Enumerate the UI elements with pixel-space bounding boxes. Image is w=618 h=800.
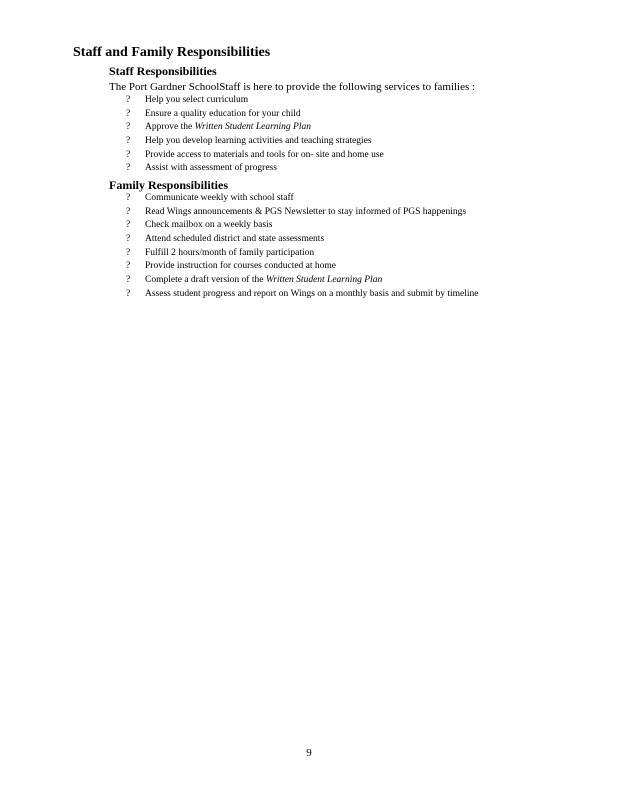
list-item-label: Provide instruction for courses conducted at home bbox=[145, 261, 337, 272]
list-item-text bbox=[145, 108, 301, 122]
list-item-label: Complete a draft version of the bbox=[145, 275, 266, 286]
bullet-marker-icon: ? bbox=[126, 108, 131, 119]
list-item-label: Help you develop learning activities and teaching strategies bbox=[145, 136, 372, 147]
list-item-label: Read Wings announcements & PGS Newsletter to stay informed of PGS happenings bbox=[145, 206, 467, 217]
page-title: Staff and Family Responsibilities bbox=[73, 45, 271, 60]
bullet-marker-icon: ? bbox=[126, 193, 131, 203]
list-item-label: Attend scheduled district and state assessments bbox=[145, 234, 325, 245]
list-item-emphasis: Written Student Learning Plan bbox=[194, 122, 311, 133]
list-item-label: Approve the bbox=[145, 122, 195, 133]
bullet-marker-icon: ? bbox=[126, 247, 131, 258]
list-item-text bbox=[145, 192, 294, 206]
bullet-marker-icon: ? bbox=[126, 206, 131, 217]
list-item-text bbox=[145, 121, 311, 135]
bullet-marker-icon: ? bbox=[126, 220, 131, 231]
bullet-marker-icon: ? bbox=[126, 136, 131, 147]
bullet-marker-icon: ? bbox=[126, 122, 131, 133]
list-item-text bbox=[145, 149, 384, 163]
family-heading: Family Responsibilities bbox=[109, 178, 229, 192]
list-item-text bbox=[145, 247, 314, 261]
staff-intro: The Port Gardner SchoolStaff is here to provide the following services to families : bbox=[109, 81, 476, 93]
list-item-emphasis: Written Student Learning Plan bbox=[265, 275, 383, 286]
bullet-marker-icon: ? bbox=[126, 275, 131, 286]
bullet-marker-icon: ? bbox=[126, 288, 131, 299]
bullet-marker-icon: ? bbox=[126, 149, 131, 160]
list-item-label: Check mailbox on a weekly basis bbox=[145, 220, 273, 231]
list-item-label: Fulfill 2 hours/month of family participation bbox=[145, 247, 315, 258]
page-number: 9 bbox=[306, 747, 312, 759]
list-item-label: Provide access to materials and tools for on- site and home use bbox=[145, 149, 384, 160]
list-item-text bbox=[145, 260, 336, 274]
staff-heading: Staff Responsibilities bbox=[109, 64, 217, 78]
list-item-text bbox=[145, 94, 248, 108]
list-item-label: Ensure a quality education for your child bbox=[145, 108, 301, 119]
list-item-text bbox=[145, 274, 382, 288]
list-item-label: Assist with assessment of progress bbox=[145, 163, 277, 174]
bullet-marker-icon: ? bbox=[126, 163, 131, 174]
list-item-label: Assess student progress and report on Wings on a monthly basis and submit by timeline bbox=[145, 288, 479, 299]
list-item-text bbox=[145, 206, 466, 220]
bullet-marker-icon: ? bbox=[126, 261, 131, 272]
list-item-label: Communicate weekly with school staff bbox=[145, 193, 294, 203]
bullet-marker-icon: ? bbox=[126, 95, 131, 105]
list-item-text bbox=[145, 233, 324, 247]
list-item-text bbox=[145, 135, 372, 149]
bullet-marker-icon: ? bbox=[126, 234, 131, 245]
list-item-text bbox=[145, 219, 272, 233]
list-item-label: Help you select curriculum bbox=[145, 95, 249, 105]
list-item-text bbox=[145, 162, 277, 176]
list-item-text bbox=[145, 288, 479, 302]
